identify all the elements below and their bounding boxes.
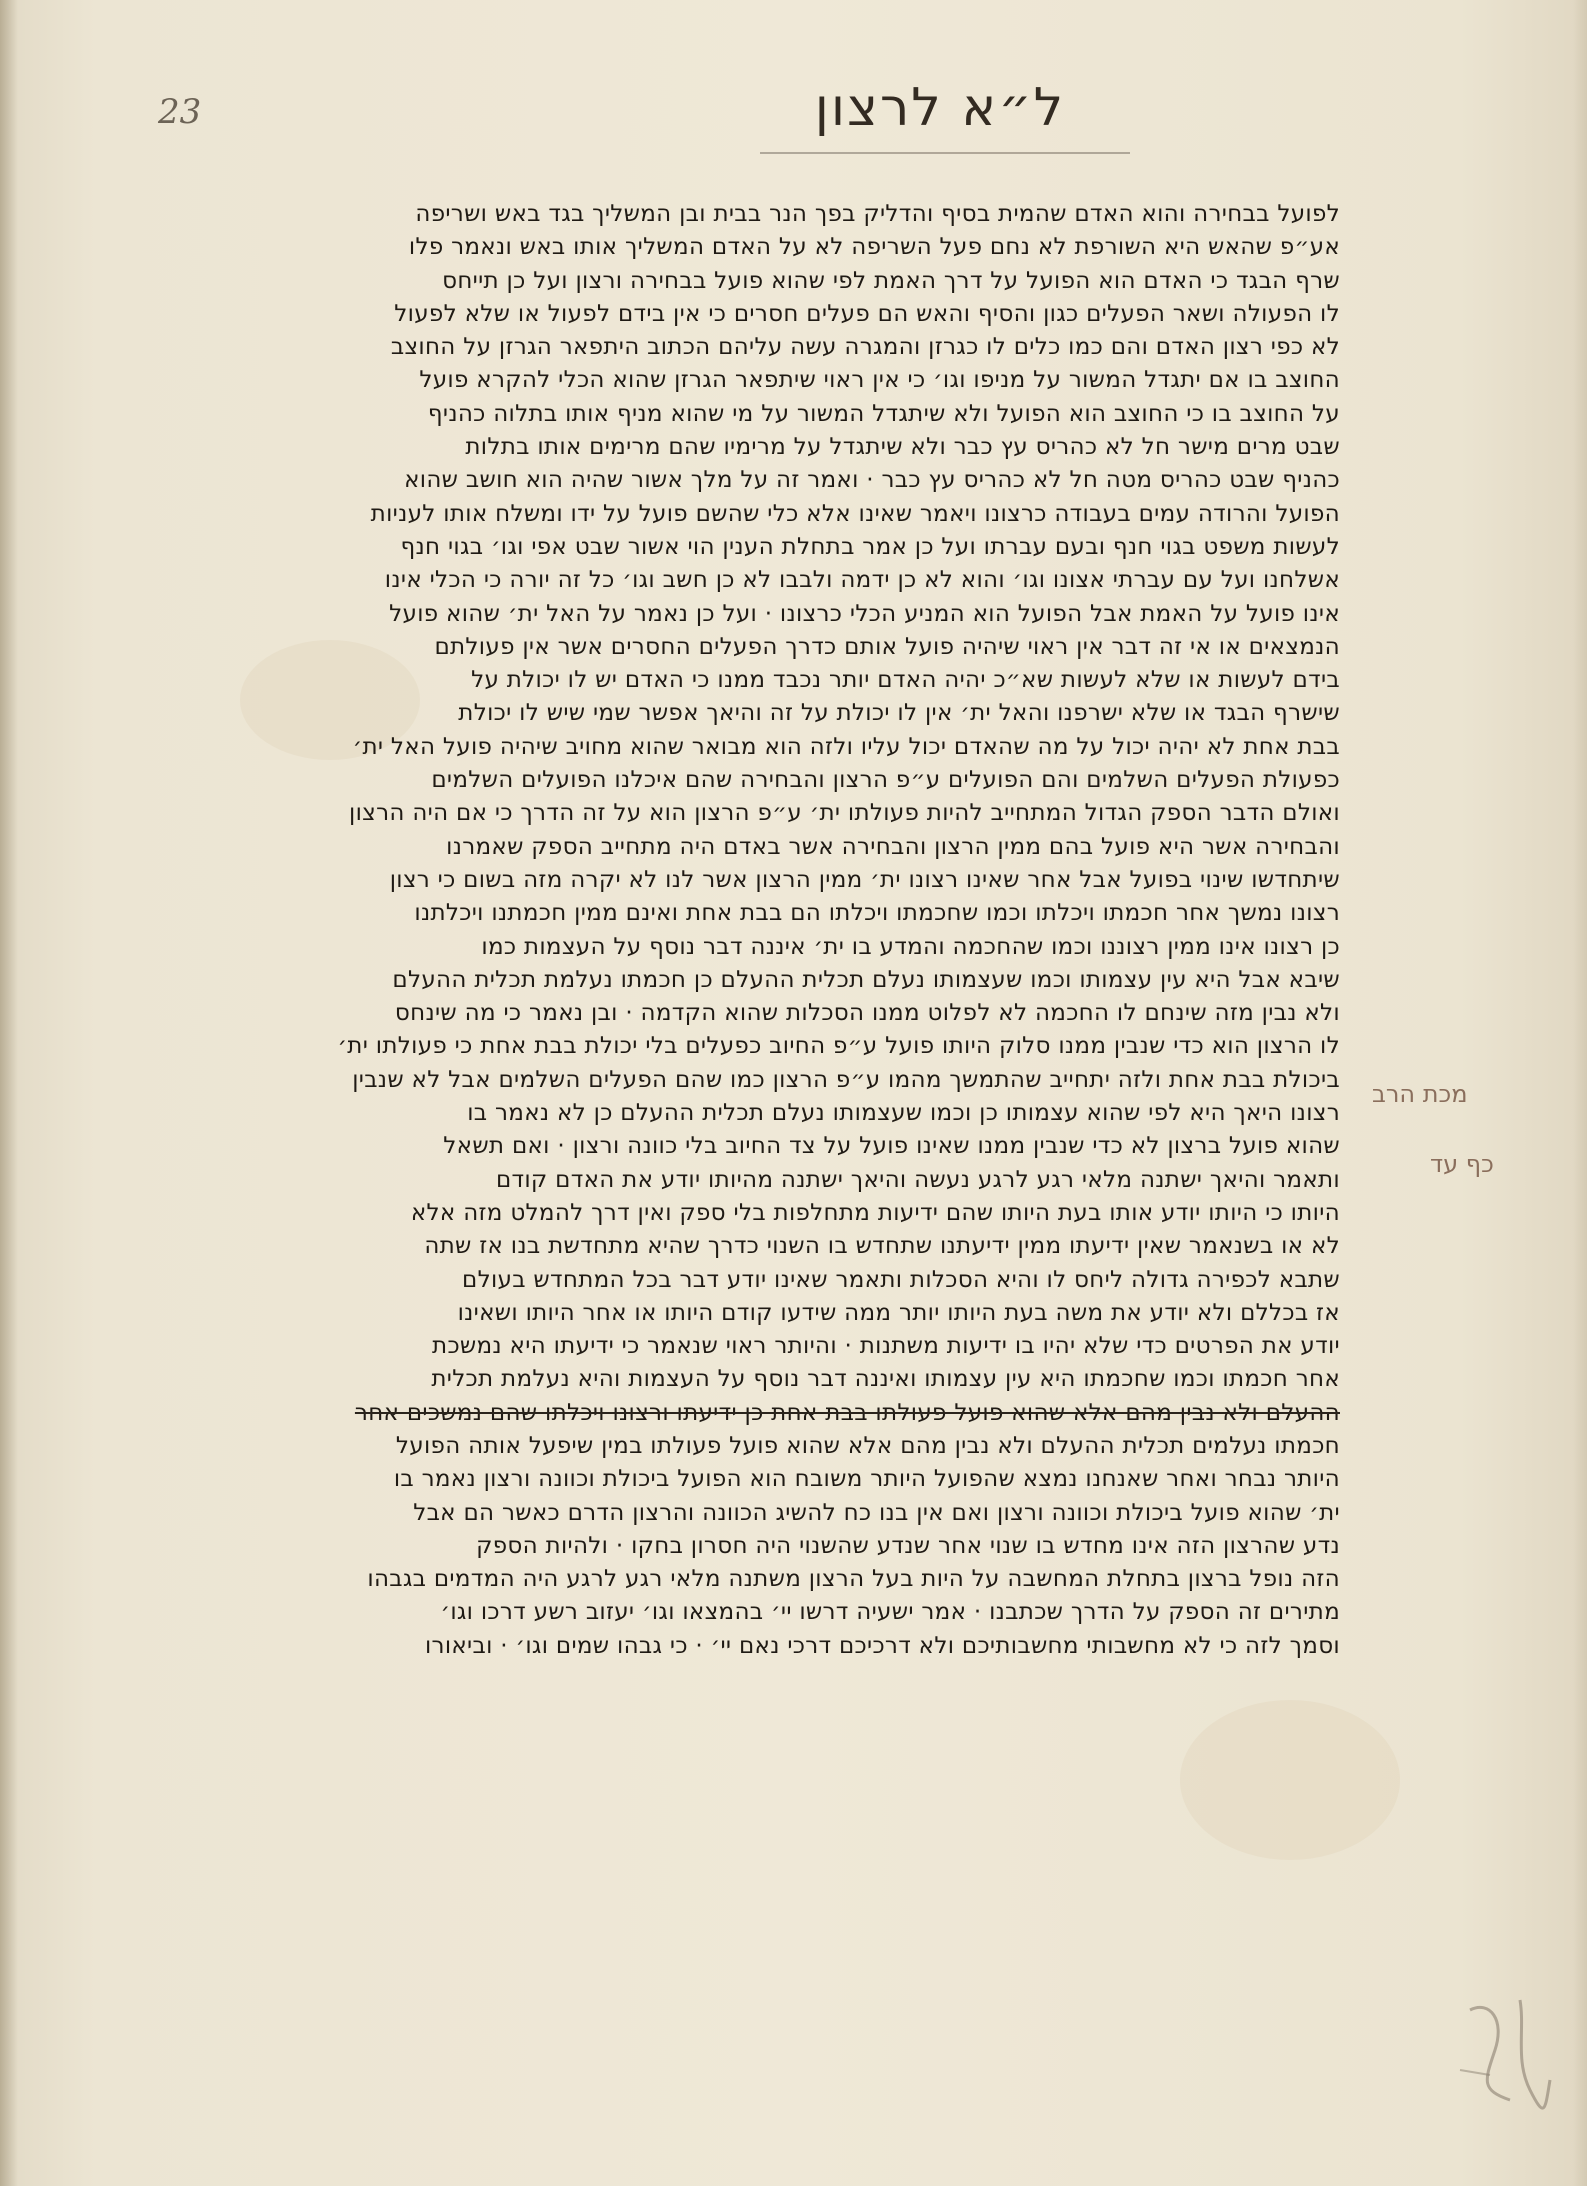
text-line: שיתחדשו שינוי בפועל אבל אחר שאינו רצונו ית׳ ממין הרצון אשר לנו לא יקרה מזה בשום כי רצון [389, 866, 1340, 893]
text-line: כן רצונו אינו ממין רצוננו וכמו שהחכמה והמדע בו ית׳ איננה דבר נוסף על העצמות כמו [481, 933, 1340, 960]
text-line: אינו פועל על האמת אבל הפועל הוא המניע הכלי כרצונו · ועל כן נאמר על האל ית׳ שהוא פועל [389, 600, 1340, 627]
signature-mark [1450, 1980, 1560, 2120]
text-line: כפעולת הפעלים השלמים והם הפועלים ע״פ הרצון והבחירה שהם איכלנו הפועלים השלמים [431, 767, 1340, 794]
text-line: היותר נבחר ואחר שאנחנו נמצא שהפועל היותר משובח הוא הפועל ביכולת וכוונה ורצון נאמר בו [393, 1466, 1340, 1493]
text-line: רצונו נמשך אחר חכמתו ויכלתו וכמו שחכמתו ויכלתו הם בבת אחת ואינם ממין חכמתנו ויכלתנו [414, 900, 1340, 927]
text-line: על החוצב בו כי החוצב הוא הפועל ולא שיתגדל המשור על מי שהוא מניף אותו בתלוה כהניף [427, 400, 1340, 427]
margin-note: מכת הרב [1372, 1080, 1468, 1108]
text-line: ביכולת בבת אחת ולזה יתחייב שהתמשך מהמו ע״פ הרצון כמו שהם הפעלים השלמים אבל לא שנבין [352, 1066, 1340, 1093]
text-line: לו הרצון הוא כדי שנבין ממנו סלוק היותו פועל ע״פ החיוב כפעלים בלי יכולת בבת אחת כי פעולתו ית׳ [337, 1033, 1340, 1060]
text-line: היותו כי היותו יודע אותו בעת היותו שהם ידיעות מתחלפות בלי ספק ואין דרך להמלט מזה אלא [410, 1199, 1340, 1226]
text-line: ותאמר והיאך ישתנה מלאי רגע לרגע נעשה והיאך ישתנה מהיותו יודע את האדם קודם [495, 1166, 1340, 1193]
text-line: הפועל והרודה עמים בעבודה כרצונו ויאמר שאינו אלא כלי שהשם פועל על ידו ומשלח אותו לעניות [370, 500, 1340, 527]
paper-stain [1180, 1700, 1400, 1860]
text-line: יודע את הפרטים כדי שלא יהיו בו ידיעות משתנות · והיותר ראוי שנאמר כי ידיעתו היא נמשכת [432, 1333, 1340, 1360]
text-line: לא או בשנאמר שאין ידיעתו ממין ידיעתנו שתחדש בו השנוי כדרך שהיא מתחדשת בנו אז שתה [424, 1233, 1340, 1260]
text-line: שישרף הבגד או שלא ישרפנו והאל ית׳ אין לו יכולת על זה והיאך אפשר שמי שיש לו יכולת [458, 700, 1340, 727]
text-line: אשלחנו ועל עם עברתי אצונו וגו׳ והוא לא כן ידמה ולבבו לא כן חשב וגו׳ כל זה יורה כי הכלי אינו [384, 567, 1340, 594]
text-line: שיבא אבל היא עין עצמותו וכמו שעצמותו נעלם תכלית ההעלם כן חכמתו נעלמת תכלית ההעלם [392, 966, 1340, 993]
text-line: והבחירה אשר היא פועל בהם ממין הרצון והבחירה אשר באדם היה מתחייב הספק שאמרנו [446, 833, 1340, 860]
text-line: שתבא לכפירה גדולה ליחס לו והיא הסכלות ותאמר שאינו יודע דבר בכל המתחדש בעולם [462, 1266, 1340, 1293]
text-line: לפועל בבחירה והוא האדם שהמית בסיף והדליק בפך הנר בבית ובן המשליך בגד באש ושריפה [415, 201, 1340, 227]
text-line: בידם לעשות או שלא לעשות שא״כ יהיה האדם יותר נכבד ממנו כי האדם יש לו יכולת על [471, 667, 1340, 694]
margin-note: כף עד [1430, 1150, 1494, 1178]
folio-number: 23 [158, 92, 202, 132]
text-line: שבט מרים מישר חל לא כהריס עץ כבר ולא שיתגדל על מרימיו שהם מרימים אותו בתלות [465, 434, 1340, 461]
text-line: ית׳ שהוא פועל ביכולת וכוונה ורצון ואם אין בנו כח להשיג הכוונה והרצון הדרם כאשר הם אבל [413, 1499, 1340, 1526]
text-line: ההעלם ולא נבין מהם אלא שהוא פועל פעולתו בבת אחת כן ידיעתו ורצונו ויכלתו שהם נמשכים אחר [354, 1399, 1340, 1426]
text-line: לעשות משפט בגוי חנף ובעם עברתו ועל כן אמר בתחלת הענין הוי אשור שבט אפי וגו׳ בגוי חנף [400, 533, 1340, 560]
text-line: ואולם הדבר הספק הגדול המתחייב להיות פעולתו ית׳ ע״פ הרצון הוא על זה הדרך כי אם היה הרצון [349, 800, 1340, 827]
text-line: אע״פ שהאש היא השורפת לא נחם פעל השריפה לא על האדם המשליך אותו באש ונאמר פלו [408, 234, 1340, 261]
text-line: החוצב בו אם יתגדל המשור על מניפו וגו׳ כי אין ראוי שיתפאר הגרזן שהוא הכלי להקרא פועל [419, 367, 1340, 394]
text-line: וסמך לזה כי לא מחשבותי מחשבותיכם ולא דרכיכם דרכי נאם יי׳ · כי גבהו שמים וגו׳ · וביאורו [424, 1632, 1340, 1659]
text-line: חכמתו נעלמים תכלית ההעלם ולא נבין מהם אלא שהוא פועל פעולתו במין שיפעל אותה הפועל [395, 1432, 1340, 1459]
text-line: הזה נופל ברצון בתחלת המחשבה על היות בעל הרצון משתנה מלאי רגע לרגע היה המדמים בגבהו [367, 1566, 1340, 1593]
text-line: שרף הבגד כי האדם הוא הפועל על דרך האמת לפי שהוא פועל בבחירה ורצון ועל כן תייחס [442, 267, 1340, 294]
signature-scrawl-icon [1450, 1980, 1560, 2120]
text-line: מתירים זה הספק על הדרך שכתבנו · אמר ישעיה דרשו יי׳ בהמצאו וגו׳ יעזוב רשע דרכו וגו׳ [440, 1599, 1340, 1626]
text-line: הנמצאים או אי זה דבר אין ראוי שיהיה פועל אותם כדרך הפעלים החסרים אשר אין פעולתם [434, 633, 1340, 660]
text-line: לו הפעולה ושאר הפעלים כגון והסיף והאש הם פעלים חסרים כי אין בידם לפעול או שלא לפעול [394, 300, 1340, 327]
text-line: ולא נבין מזה שינחם לו החכמה לא לפלוט ממנו הסכלות שהוא הקדמה · ובן נאמר כי מה שינחס [394, 1000, 1340, 1027]
text-line: לא כפי רצון האדם והם כמו כלים לו כגרזן והמגרה עשה עליהם הכתוב היתפאר הגרזן על החוצב [390, 334, 1340, 361]
text-line: שהוא פועל ברצון לא כדי שנבין ממנו שאינו פועל על צד החיוב בלי כוונה ורצון · ואם תשאל [443, 1133, 1340, 1160]
text-line: בבת אחת לא יהיה יכול על מה שהאדם יכול עליו ולזה הוא מבואר שהוא מחויב שיהיה פועל האל ית׳ [352, 733, 1340, 760]
text-line: כהניף שבט כהריס מטה חל לא כהריס עץ כבר · ואמר זה על מלך אשור שהיה הוא חושב שהוא [404, 467, 1340, 494]
manuscript-body-text [337, 198, 1340, 1663]
text-line: אחר חכמתו וכמו שחכמתו היא עין עצמותו ואיננה דבר נוסף על העצמות והיא נעלמת תכלית [431, 1366, 1340, 1393]
text-line: אז בכללם ולא יודע את משה בעת היותו יותר ממה שידעו קודם היותו או אחר היותו ושאינו [457, 1299, 1340, 1326]
page-header-title: ל״א לרצון [814, 78, 1066, 138]
text-line: נדע שהרצון הזה אינו מחדש בו שנוי אחר שנדע שהשנוי היה חסרון בחקו · ולהיות הספק [476, 1532, 1340, 1559]
header-underline [760, 152, 1130, 154]
text-line: רצונו היאך היא לפי שהוא עצמותו כן וכמו שעצמותו נעלם תכלית ההעלם כן לא נאמר בו [467, 1100, 1340, 1127]
